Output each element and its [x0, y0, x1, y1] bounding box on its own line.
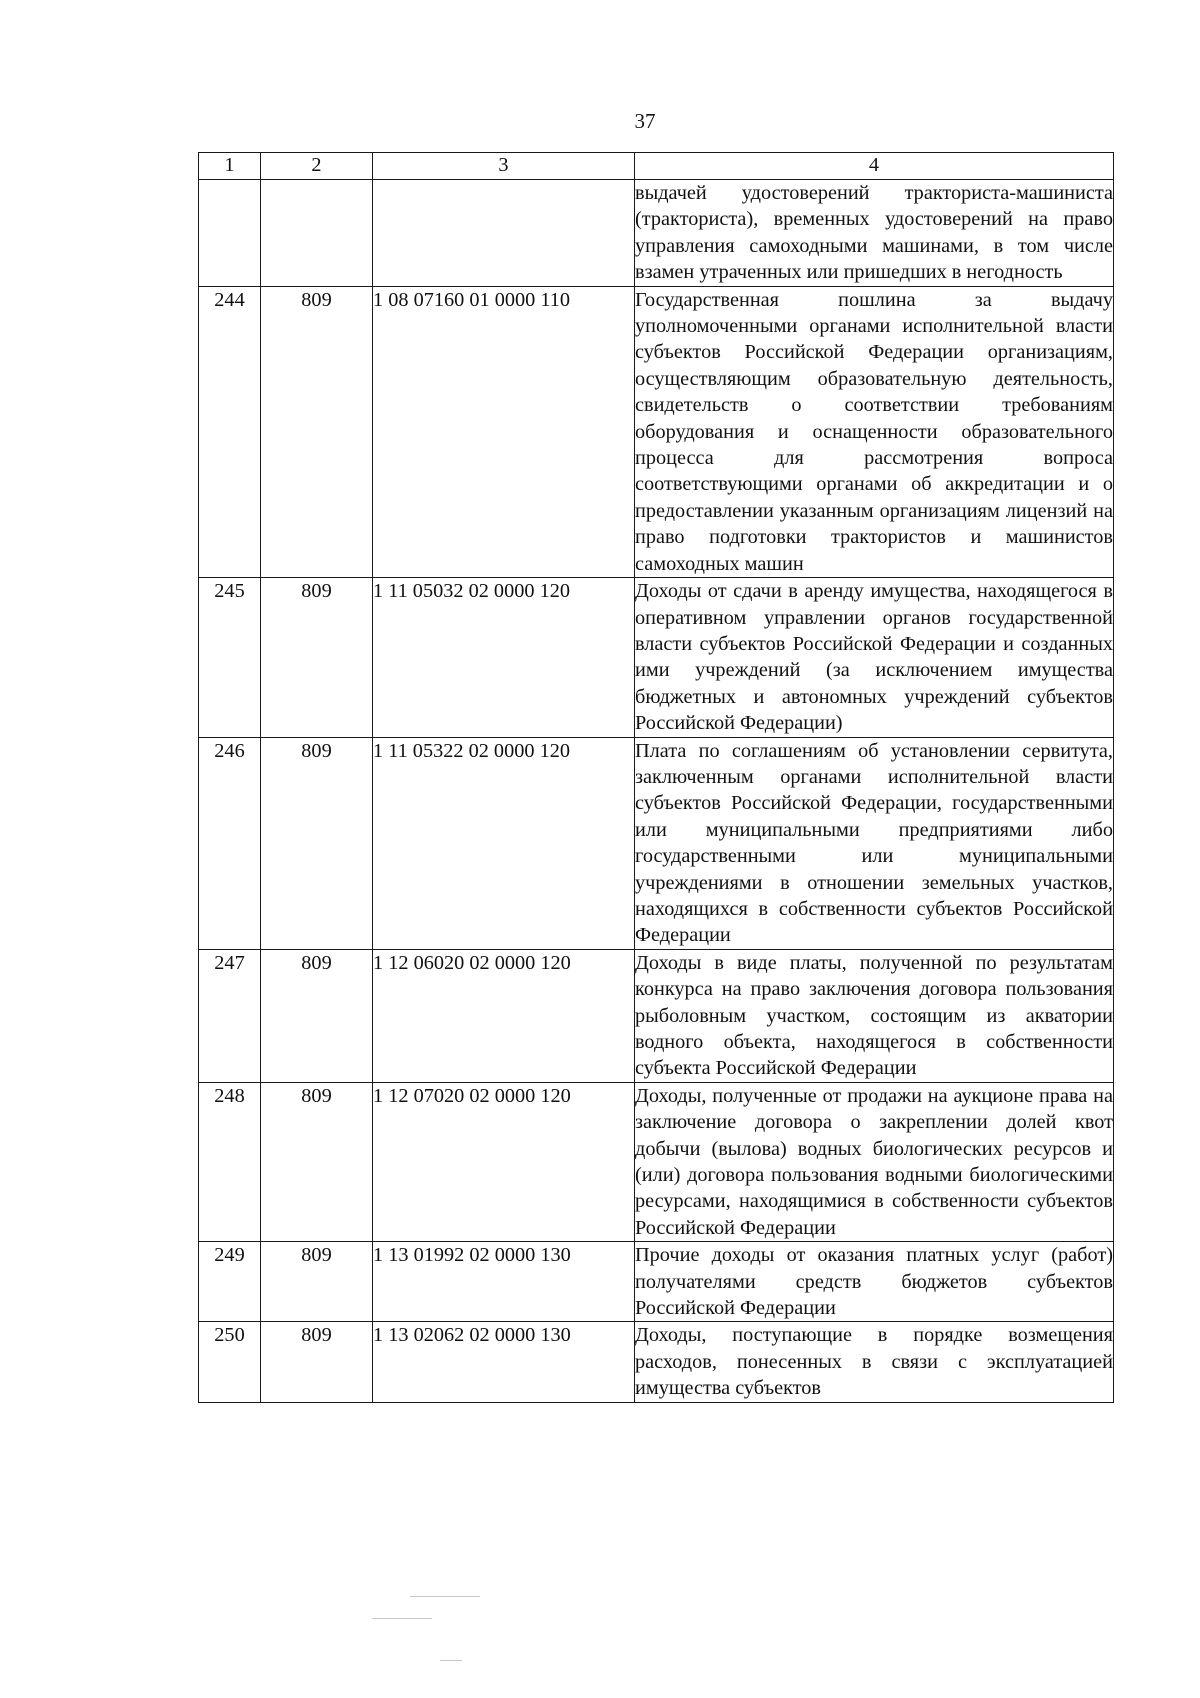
admin-code-cell: 809	[261, 1322, 373, 1402]
admin-code-cell: 809	[261, 1242, 373, 1322]
row-number-cell: 244	[199, 286, 261, 577]
budget-code-cell: 1 08 07160 01 0000 110	[373, 286, 635, 577]
admin-code-cell: 809	[261, 1082, 373, 1241]
budget-code-cell: 1 13 01992 02 0000 130	[373, 1242, 635, 1322]
row-number-cell	[199, 180, 261, 287]
description-cell: Доходы, поступающие в порядке возмещения расходов, понесенных в связи с эксплуатацией имущества субъектов	[635, 1322, 1114, 1402]
table-row	[199, 1322, 1114, 1402]
page-number: 37	[634, 109, 656, 133]
admin-code-cell: 809	[261, 578, 373, 737]
column-header-4: 4	[635, 153, 1114, 180]
budget-code-cell: 1 12 06020 02 0000 120	[373, 949, 635, 1082]
row-number-cell: 248	[199, 1082, 261, 1241]
table-row	[199, 286, 1114, 577]
scan-noise	[410, 1596, 480, 1597]
description-cell: Прочие доходы от оказания платных услуг (работ) получателями средств бюджетов субъектов Российской Федерации	[635, 1242, 1114, 1322]
description-cell: Доходы, полученные от продажи на аукционе права на заключение договора о закреплении долей квот добычи (вылова) водных биологических ресурсов и (или) договора пользования водными биологическими ресурсами, находящимися в собственности субъектов Российской Федерации	[635, 1082, 1114, 1241]
description-cell: Государственная пошлина за выдачу уполномоченными органами исполнительной власти субъектов Российской Федерации организациям, осуществляющим образовательную деятельность, свидетельств о соответствии требованиям оборудования и оснащенности образовательного процесса для рассмотрения вопроса соответствующими органами об аккредитации и о предоставлении указанным организациям лицензий на право подготовки трактористов и машинистов самоходных машин	[635, 286, 1114, 577]
admin-code-cell: 809	[261, 949, 373, 1082]
column-header-1: 1	[199, 153, 261, 180]
budget-code-cell	[373, 180, 635, 287]
admin-code-cell: 809	[261, 286, 373, 577]
column-header-3: 3	[373, 153, 635, 180]
budget-code-cell: 1 11 05032 02 0000 120	[373, 578, 635, 737]
scan-noise	[440, 1660, 462, 1661]
row-number-cell: 245	[199, 578, 261, 737]
table-row	[199, 949, 1114, 1082]
table-row	[199, 1242, 1114, 1322]
table-header-row	[199, 153, 1114, 180]
table-row-continuation	[199, 180, 1114, 287]
row-number-cell: 249	[199, 1242, 261, 1322]
table-row	[199, 578, 1114, 737]
row-number-cell: 246	[199, 737, 261, 949]
budget-code-cell: 1 13 02062 02 0000 130	[373, 1322, 635, 1402]
description-cell: Доходы в виде платы, полученной по результатам конкурса на право заключения договора пользования рыболовным участком, состоящим из акватории водного объекта, находящегося в собственности субъекта Российской Федерации	[635, 949, 1114, 1082]
description-cell: Плата по соглашениям об установлении сервитута, заключенным органами исполнительной власти субъектов Российской Федерации, государственными или муниципальными предприятиями либо государственными или муниципальными учреждениями в отношении земельных участков, находящихся в собственности субъектов Российской Федерации	[635, 737, 1114, 949]
budget-code-cell: 1 12 07020 02 0000 120	[373, 1082, 635, 1241]
description-cell: выдачей удостоверений тракториста-машиниста (тракториста), временных удостоверений на право управления самоходными машинами, в том числе взамен утраченных или пришедших в негодность	[635, 180, 1114, 287]
revenue-codes-table	[198, 152, 1114, 1403]
row-number-cell: 247	[199, 949, 261, 1082]
admin-code-cell	[261, 180, 373, 287]
admin-code-cell: 809	[261, 737, 373, 949]
description-cell: Доходы от сдачи в аренду имущества, находящегося в оперативном управлении органов государственной власти субъектов Российской Федерации и созданных ими учреждений (за исключением имущества бюджетных и автономных учреждений субъектов Российской Федерации)	[635, 578, 1114, 737]
column-header-2: 2	[261, 153, 373, 180]
scan-noise	[372, 1618, 432, 1619]
row-number-cell: 250	[199, 1322, 261, 1402]
table-row	[199, 1082, 1114, 1241]
budget-code-cell: 1 11 05322 02 0000 120	[373, 737, 635, 949]
table-row	[199, 737, 1114, 949]
